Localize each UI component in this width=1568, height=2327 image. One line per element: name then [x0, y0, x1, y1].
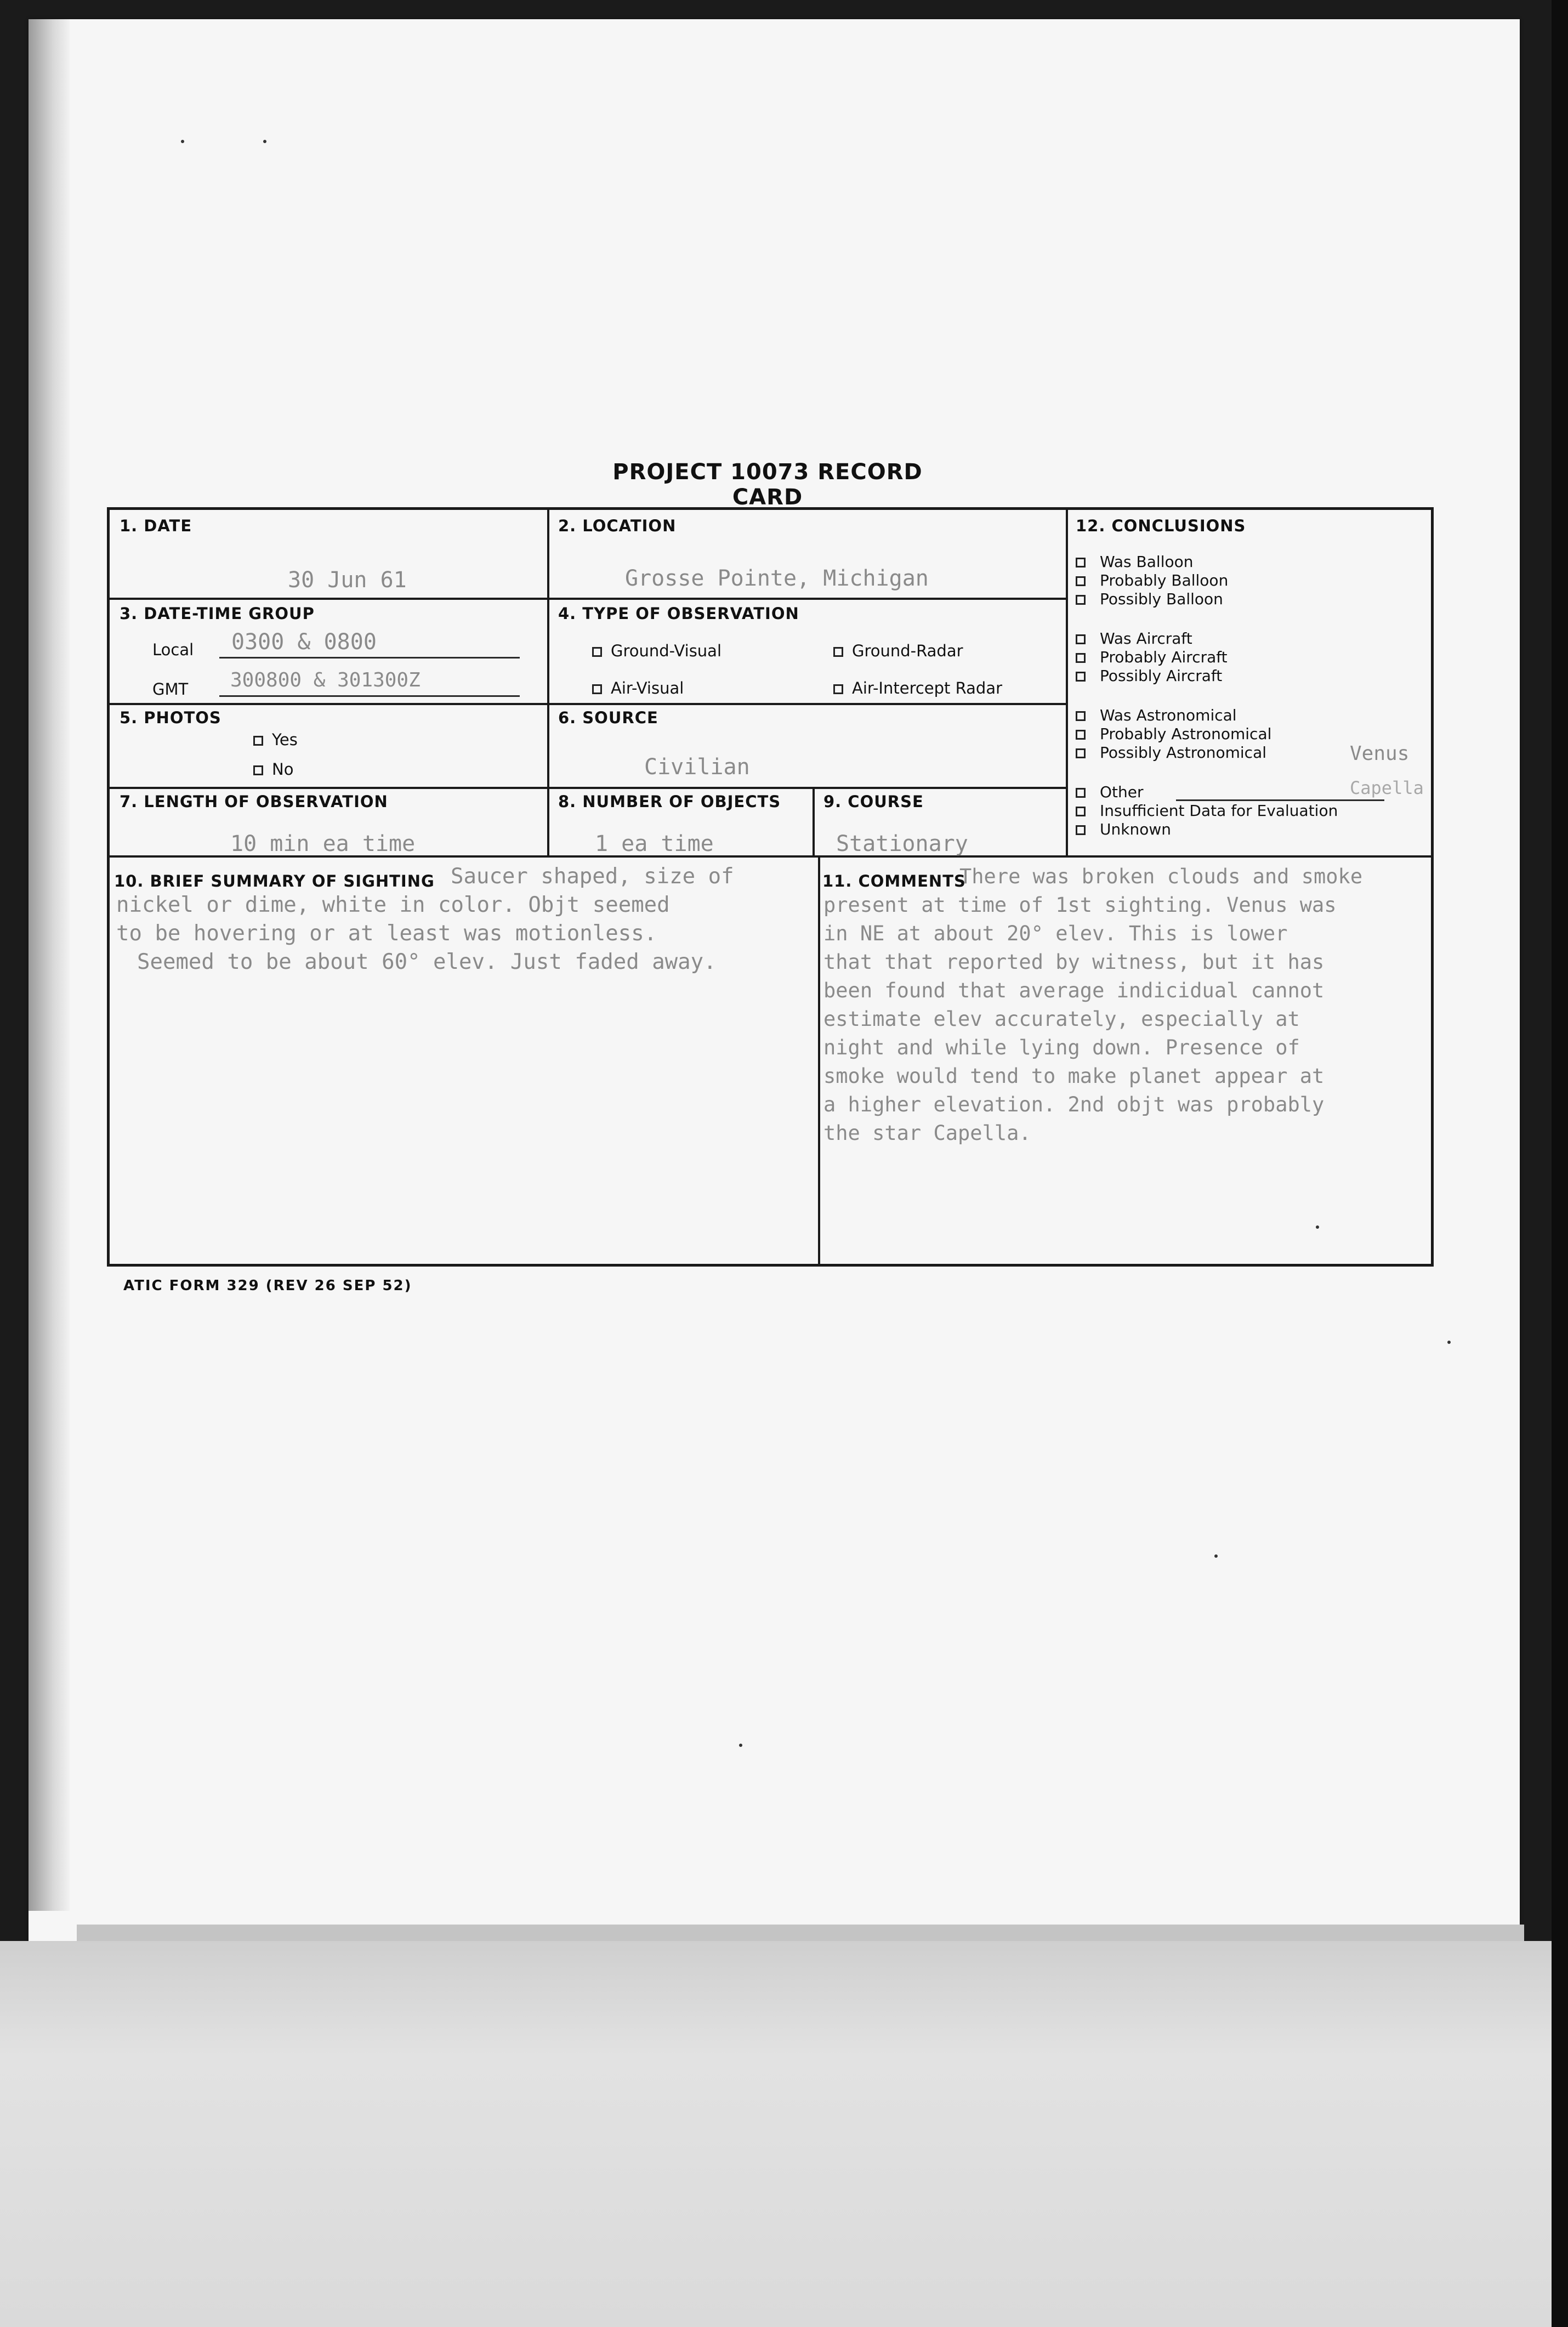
conclusion-option — [1076, 571, 1228, 589]
local-label: Local — [152, 640, 194, 659]
comments-line: a higher elevation. 2nd objt was probably — [823, 1093, 1325, 1116]
checkbox-icon — [1076, 788, 1086, 798]
type-ground-visual-label: Ground-Visual — [611, 642, 722, 660]
course-label: 9. COURSE — [823, 792, 924, 811]
dtg-label: 3. DATE-TIME GROUP — [120, 604, 315, 623]
scan-speck — [1214, 1554, 1218, 1558]
gmt-label: GMT — [152, 680, 189, 699]
comments-line: estimate elev accurately, especially at — [823, 1007, 1300, 1031]
comments-label: 11. COMMENTS — [822, 872, 966, 890]
type-air-intercept — [833, 679, 1002, 697]
gmt-underline — [219, 695, 520, 697]
card-title: PROJECT 10073 RECORD CARD — [612, 459, 923, 510]
conclusion-option — [1076, 820, 1171, 838]
conclusions-label: 12. CONCLUSIONS — [1076, 517, 1246, 535]
local-underline — [219, 657, 520, 659]
other-underline — [1176, 799, 1384, 801]
checkbox-icon — [1076, 807, 1086, 816]
source-label: 6. SOURCE — [558, 708, 658, 727]
conclusion-option — [1076, 725, 1271, 743]
length-label: 7. LENGTH OF OBSERVATION — [120, 792, 388, 811]
number-label: 8. NUMBER OF OBJECTS — [558, 792, 781, 811]
location-value: Grosse Pointe, Michigan — [625, 566, 929, 591]
type-air-intercept-label: Air-Intercept Radar — [852, 679, 1003, 697]
number-value: 1 ea time — [595, 831, 714, 856]
conclusion-option-label: Insufficient Data for Evaluation — [1100, 802, 1338, 820]
photos-yes-label: Yes — [272, 730, 298, 749]
checkbox-icon — [1076, 595, 1086, 605]
record-card — [107, 507, 1434, 1267]
divider-v2 — [1066, 510, 1068, 855]
conclusion-option-label: Was Aircraft — [1100, 629, 1192, 648]
type-ground-radar-label: Ground-Radar — [852, 642, 963, 660]
conclusion-option-label: Probably Aircraft — [1100, 648, 1228, 666]
divider-h1 — [110, 598, 1068, 600]
film-strip-lower — [0, 1941, 1552, 2327]
conclusion-option — [1076, 648, 1228, 666]
conclusion-option — [1076, 629, 1192, 648]
conclusion-option-label: Possibly Aircraft — [1100, 667, 1223, 685]
summary-line-4: Seemed to be about 60° elev. Just faded away. — [137, 950, 717, 974]
checkbox-icon — [1076, 634, 1086, 644]
annotation-capella: Capella — [1350, 777, 1424, 798]
comments-line: There was broken clouds and smoke — [959, 865, 1363, 888]
conclusion-option-label: Probably Astronomical — [1100, 725, 1272, 743]
conclusion-option-label: Was Balloon — [1100, 553, 1194, 571]
conclusion-option — [1076, 743, 1266, 762]
checkbox-icon — [1076, 730, 1086, 740]
scan-speck — [263, 140, 266, 143]
conclusion-option-label: Was Astronomical — [1100, 706, 1237, 724]
checkbox-icon — [833, 647, 843, 657]
checkbox-icon — [1076, 653, 1086, 663]
checkbox-icon — [1076, 576, 1086, 586]
gmt-value: 300800 & 301300Z — [230, 669, 421, 691]
comments-line: in NE at about 20° elev. This is lower — [823, 922, 1288, 945]
conclusion-option — [1076, 590, 1223, 608]
summary-label: 10. BRIEF SUMMARY OF SIGHTING — [114, 872, 435, 890]
summary-line-1: Saucer shaped, size of — [451, 864, 734, 889]
photos-no-label: No — [272, 760, 294, 779]
checkbox-icon — [833, 684, 843, 694]
course-value: Stationary — [836, 831, 968, 856]
date-value: 30 Jun 61 — [288, 567, 407, 593]
length-value: 10 min ea time — [230, 831, 416, 856]
annotation-venus: Venus — [1350, 742, 1410, 765]
date-label: 1. DATE — [120, 517, 192, 535]
comments-line: the star Capella. — [823, 1121, 1031, 1145]
divider-v3 — [813, 787, 815, 855]
conclusion-option-label: Unknown — [1100, 820, 1171, 838]
divider-h3 — [110, 787, 1068, 789]
comments-line: smoke would tend to make planet appear at — [823, 1064, 1325, 1088]
source-value: Civilian — [644, 754, 750, 780]
checkbox-icon — [253, 736, 263, 746]
local-value: 0300 & 0800 — [231, 629, 377, 655]
conclusion-option-label: Probably Balloon — [1100, 571, 1229, 589]
checkbox-icon — [1076, 748, 1086, 758]
checkbox-icon — [1076, 558, 1086, 567]
sheet-shadow-edge — [29, 19, 70, 1911]
comments-line: night and while lying down. Presence of — [823, 1036, 1300, 1059]
checkbox-icon — [253, 765, 263, 775]
checkbox-icon — [1076, 672, 1086, 682]
divider-v1 — [547, 510, 549, 855]
location-label: 2. LOCATION — [558, 517, 677, 535]
divider-h2 — [110, 703, 1068, 705]
summary-line-3: to be hovering or at least was motionless. — [116, 921, 657, 946]
scan-speck — [181, 140, 184, 143]
scan-speck — [1447, 1341, 1451, 1344]
photos-label: 5. PHOTOS — [120, 708, 221, 727]
conclusion-option-label: Other — [1100, 783, 1144, 801]
summary-line-2: nickel or dime, white in color. Objt seemed — [116, 893, 670, 917]
checkbox-icon — [592, 684, 602, 694]
photos-no — [253, 760, 293, 779]
conclusion-option — [1076, 783, 1144, 801]
checkbox-icon — [592, 647, 602, 657]
type-label: 4. TYPE OF OBSERVATION — [558, 604, 799, 623]
conclusion-option — [1076, 553, 1193, 571]
type-ground-visual — [592, 642, 721, 660]
photos-yes — [253, 730, 298, 749]
checkbox-icon — [1076, 711, 1086, 721]
conclusion-option — [1076, 802, 1338, 820]
form-identifier: ATIC FORM 329 (REV 26 SEP 52) — [123, 1278, 412, 1294]
conclusion-option-label: Possibly Astronomical — [1100, 743, 1267, 762]
comments-line: present at time of 1st sighting. Venus was — [823, 893, 1337, 917]
type-ground-radar — [833, 642, 963, 660]
comments-line: been found that average indicidual cannot — [823, 979, 1325, 1002]
divider-v4 — [818, 855, 820, 1267]
checkbox-icon — [1076, 825, 1086, 835]
type-air-visual — [592, 679, 684, 697]
type-air-visual-label: Air-Visual — [611, 679, 684, 697]
film-border-right — [1552, 0, 1568, 2327]
comments-line: that that reported by witness, but it has — [823, 950, 1325, 974]
conclusion-option — [1076, 667, 1222, 685]
conclusion-option-label: Possibly Balloon — [1100, 590, 1223, 608]
scan-speck — [1316, 1225, 1319, 1229]
conclusion-option — [1076, 706, 1237, 724]
scan-speck — [739, 1744, 742, 1747]
